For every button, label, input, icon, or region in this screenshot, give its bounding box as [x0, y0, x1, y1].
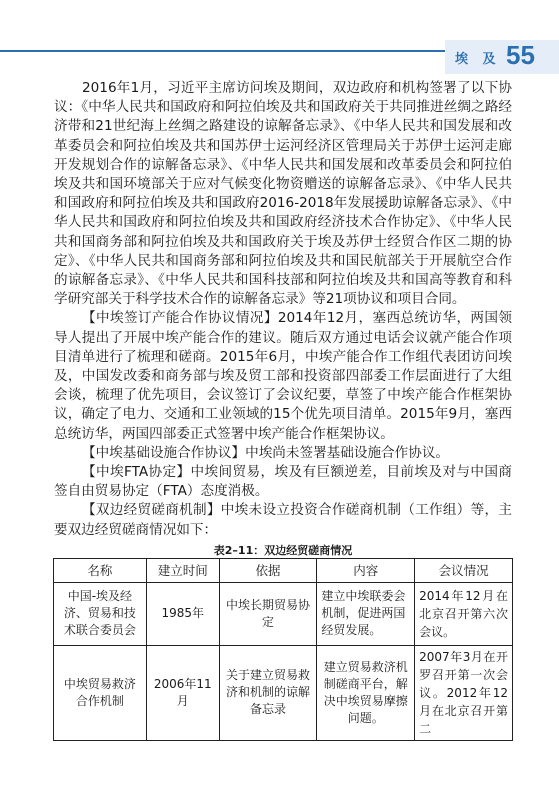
column-header: 依据: [219, 558, 317, 582]
paragraph-consultation: 【双边经贸磋商机制】中埃未设立投资合作磋商机制（工作组）等，主要双边经贸磋商情况如下：: [54, 502, 512, 538]
column-header: 建立时间: [146, 558, 219, 582]
table-row: [54, 645, 513, 740]
paragraph-infrastructure: 【中埃基础设施合作协议】中埃尚未签署基础设施合作协议。: [82, 444, 450, 461]
consultation-table: [53, 558, 513, 741]
page-number: 55: [506, 40, 535, 70]
table-cell: 2007年3月在开罗召开第一次会议。2012年12月在北京召开第二: [415, 645, 513, 740]
table-cell: 1985年: [146, 582, 219, 645]
paragraph-capacity-cooperation: 【中埃签订产能合作协议情况】2014年12月，塞西总统访华，两国领导人提出了开展中埃产能合作的建议。随后双方通过电话会议就产能合作项目清单进行了梳理和磋商。2015年6月，中埃产能合作工作组代表团访问埃及，中国发改委和商务部与埃及贸工部和投资部四部委工作层面进行了大组会谈，梳理了优先项目，会议签订了会议纪要，草签了中埃产能合作框架协议，确定了电力、交通和工业领域的15个优先项目清单。2015年9月，塞西总统访华，两国四部委正式签署中埃产能合作框架协议。: [54, 310, 512, 442]
column-header: 会议情况: [415, 558, 513, 582]
page-body: [54, 79, 512, 741]
table-cell: 中埃长期贸易协定: [219, 582, 317, 645]
table-cell: 中国-埃及经济、贸易和技术联合委员会: [54, 582, 147, 645]
table-caption: 表2–11：双边经贸磋商情况: [213, 543, 353, 557]
table-header-row: [54, 558, 513, 582]
table-row: [54, 582, 513, 645]
table-cell: 关于建立贸易救济和机制的谅解备忘录: [219, 645, 317, 740]
table-cell: 建立中埃联委会机制，促进两国经贸发展。: [317, 582, 415, 645]
column-header: 内容: [317, 558, 415, 582]
running-title: 埃 及: [455, 52, 501, 67]
page-header: [0, 0, 559, 74]
table-cell: 2014年12月在北京召开第六次会议。: [415, 582, 513, 645]
column-header: 名称: [54, 558, 147, 582]
paragraph-fta: 【中埃FTA协定】中埃间贸易，埃及有巨额逆差，目前埃及对与中国商签自由贸易协定（FTA）态度消极。: [54, 464, 512, 500]
paragraph-agreements: 2016年1月，习近平主席访问埃及期间，双边政府和机构签署了以下协议：《中华人民共和国政府和阿拉伯埃及共和国政府关于共同推进丝绸之路经济带和21世纪海上丝绸之路建设的谅解备忘录》、《中华人民共和国发展和改革委员会和阿拉伯埃及共和国苏伊士运河经济区管理局关于苏伊士运河走廊开发规划合作的谅解备忘录》、《中华人民共和国发展和改革委员会和阿拉伯埃及共和国环境部关于应对气候变化物资赠送的谅解备忘录》、《中华人民共和国政府和阿拉伯埃及共和国政府2016-2018年发展援助谅解备忘录》、《中华人民共和国政府和阿拉伯埃及共和国政府经济技术合作协定》、《中华人民共和国商务部和阿拉伯埃及共和国政府关于埃及苏伊士经贸合作区二期的协定》、《中华人民共和国商务部和阿拉伯埃及共和国民航部关于开展航空合作的谅解备忘录》、《中华人民共和国科技部和阿拉伯埃及共和国高等教育和科学研究部关于科学技术合作的谅解备忘录》等21项协议和项目合同。: [54, 80, 512, 308]
table-cell: 中埃贸易救济合作机制: [54, 645, 147, 740]
table-cell: 建立贸易救济机制磋商平台，解决中埃贸易摩擦问题。: [317, 645, 415, 740]
table-cell: 2006年11月: [146, 645, 219, 740]
